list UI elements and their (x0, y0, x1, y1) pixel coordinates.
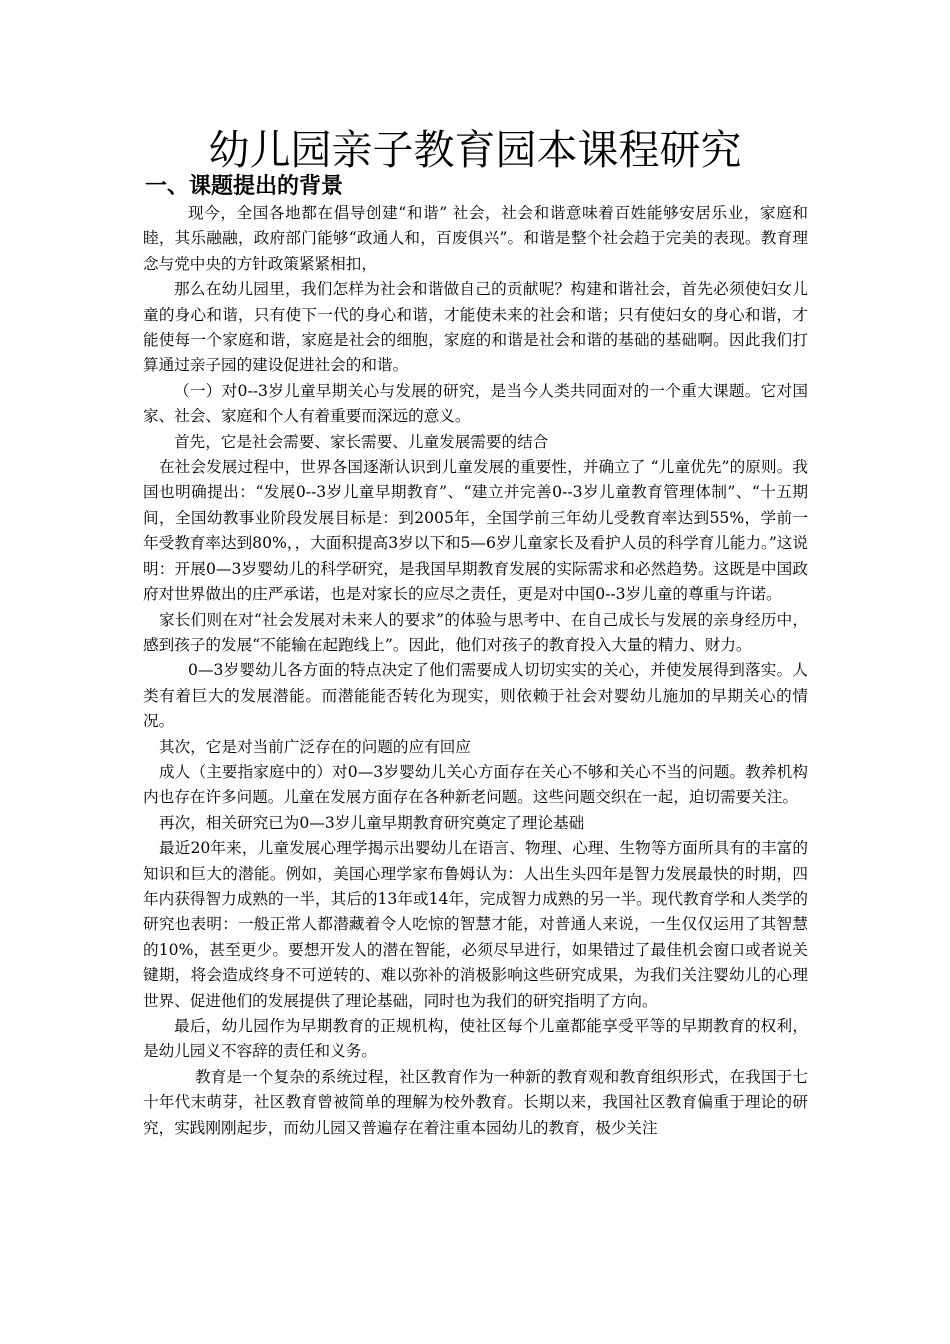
document-title: 幼儿园亲子教育园本课程研究 (208, 126, 742, 174)
paragraph-2: 那么在幼儿园里，我们怎样为社会和谐做自己的贡献呢？构建和谐社会，首先必须使妇女儿童的身心和谐，只有使下一代的身心和谐，才能使未来的社会和谐；只有使妇女的身心和谐，才能使每一个家庭和谐，家庭是社会的细胞，家庭的和谐是社会和谐的基础的基础啊。因此我们打算通过亲子园的建设促进社会的和谐。 (143, 280, 808, 375)
paragraph-5: 在社会发展过程中，世界各国逐渐认识到儿童发展的重要性，并确立了 “儿童优先”的原则。我国也明确提出：“发展0--3岁儿童早期教育”、“建立并完善0--3岁儿童教育管理体制”、“十五期间，全国幼教事业阶段发展目标是：到2005年，全国学前三年幼儿受教育率达到55%，学前一年受教育率达到80%，，大面积提高3岁以下和5—6岁儿童家长及看护人员的科学育儿能力。”这说明：开展0—3岁婴幼儿的科学研究，是我国早期教育发展的实际需求和必然趋势。这既是中国政府对世界做出的庄严承诺，也是对家长的应尽之责任，更是对中国0--3岁儿童的尊重与许诺。 (143, 458, 808, 604)
paragraph-6: 家长们则在对“社会发展对未来人的要求”的体验与思考中、在自己成长与发展的亲身经历中，感到孩子的发展“不能输在起跑线上”。因此，他们对孩子的教育投入大量的精力、财力。 (143, 610, 808, 654)
paragraph-4: 首先，它是社会需要、家长需要、儿童发展需要的结合 (174, 432, 549, 451)
paragraph-13: 教育是一个复杂的系统过程，社区教育作为一种新的教育观和教育组织形式，在我国于七十年代末萌芽，社区教育曾被简单的理解为校外教育。长期以来，我国社区教育偏重于理论的研究，实践刚刚起步，而幼儿园又普遍存在着注重本园幼儿的教育，极少关注 (143, 1067, 808, 1137)
paragraph-9: 成人（主要指家庭中的）对0—3岁婴幼儿关心方面存在关心不够和关心不当的问题。教养机构内也存在许多问题。儿童在发展方面存在各种新老问题。这些问题交织在一起，迫切需要关注。 (143, 762, 808, 807)
section-heading: 一、课题提出的背景 (145, 174, 344, 199)
paragraph-8: 其次，它是对当前广泛存在的问题的应有回应 (159, 737, 471, 756)
paragraph-7: 0—3岁婴幼儿各方面的特点决定了他们需要成人切切实实的关心，并使发展得到落实。人类有着巨大的发展潜能。而潜能能否转化为现实，则依赖于社会对婴幼儿施加的早期关心的情况。 (143, 661, 808, 731)
paragraph-3: （一）对0--3岁儿童早期关心与发展的研究，是当今人类共同面对的一个重大课题。它对国家、社会、家庭和个人有着重要而深远的意义。 (143, 381, 808, 426)
paragraph-10: 再次，相关研究已为0—3岁儿童早期教育研究奠定了理论基础 (159, 813, 585, 832)
document-body (143, 201, 808, 1141)
paragraph-11: 最近20年来，儿童发展心理学揭示出婴幼儿在语言、物理、心理、生物等方面所具有的丰富的知识和巨大的潜能。例如，美国心理学家布鲁姆认为：人出生头四年是智力发展最快的时期，四年内获得智力成熟的一半，其后的13年或14年，完成智力成熟的另一半。现代教育学和人类学的研究也表明：一般正常人都潜藏着令人吃惊的智慧才能，对普通人来说，一生仅仅运用了其智慧的10%，甚至更少。要想开发人的潜在智能，必须尽早进行，如果错过了最佳机会窗口或者说关键期，将会造成终身不可逆转的、难以弥补的消极影响这些研究成果，为我们关注婴幼儿的心理世界、促进他们的发展提供了理论基础，同时也为我们的研究指明了方向。 (143, 839, 808, 1010)
paragraph-1: 现今，全国各地都在倡导创建“和谐” 社会，社会和谐意味着百姓能够安居乐业，家庭和睦，其乐融融，政府部门能够“政通人和，百废俱兴”。和谐是整个社会趋于完美的表现。教育理念与党中央的方针政策紧紧相扣， (143, 204, 808, 273)
paragraph-12: 最后，幼儿园作为早期教育的正规机构，使社区每个儿童都能享受平等的早期教育的权利，是幼儿园义不容辞的责任和义务。 (143, 1017, 808, 1061)
